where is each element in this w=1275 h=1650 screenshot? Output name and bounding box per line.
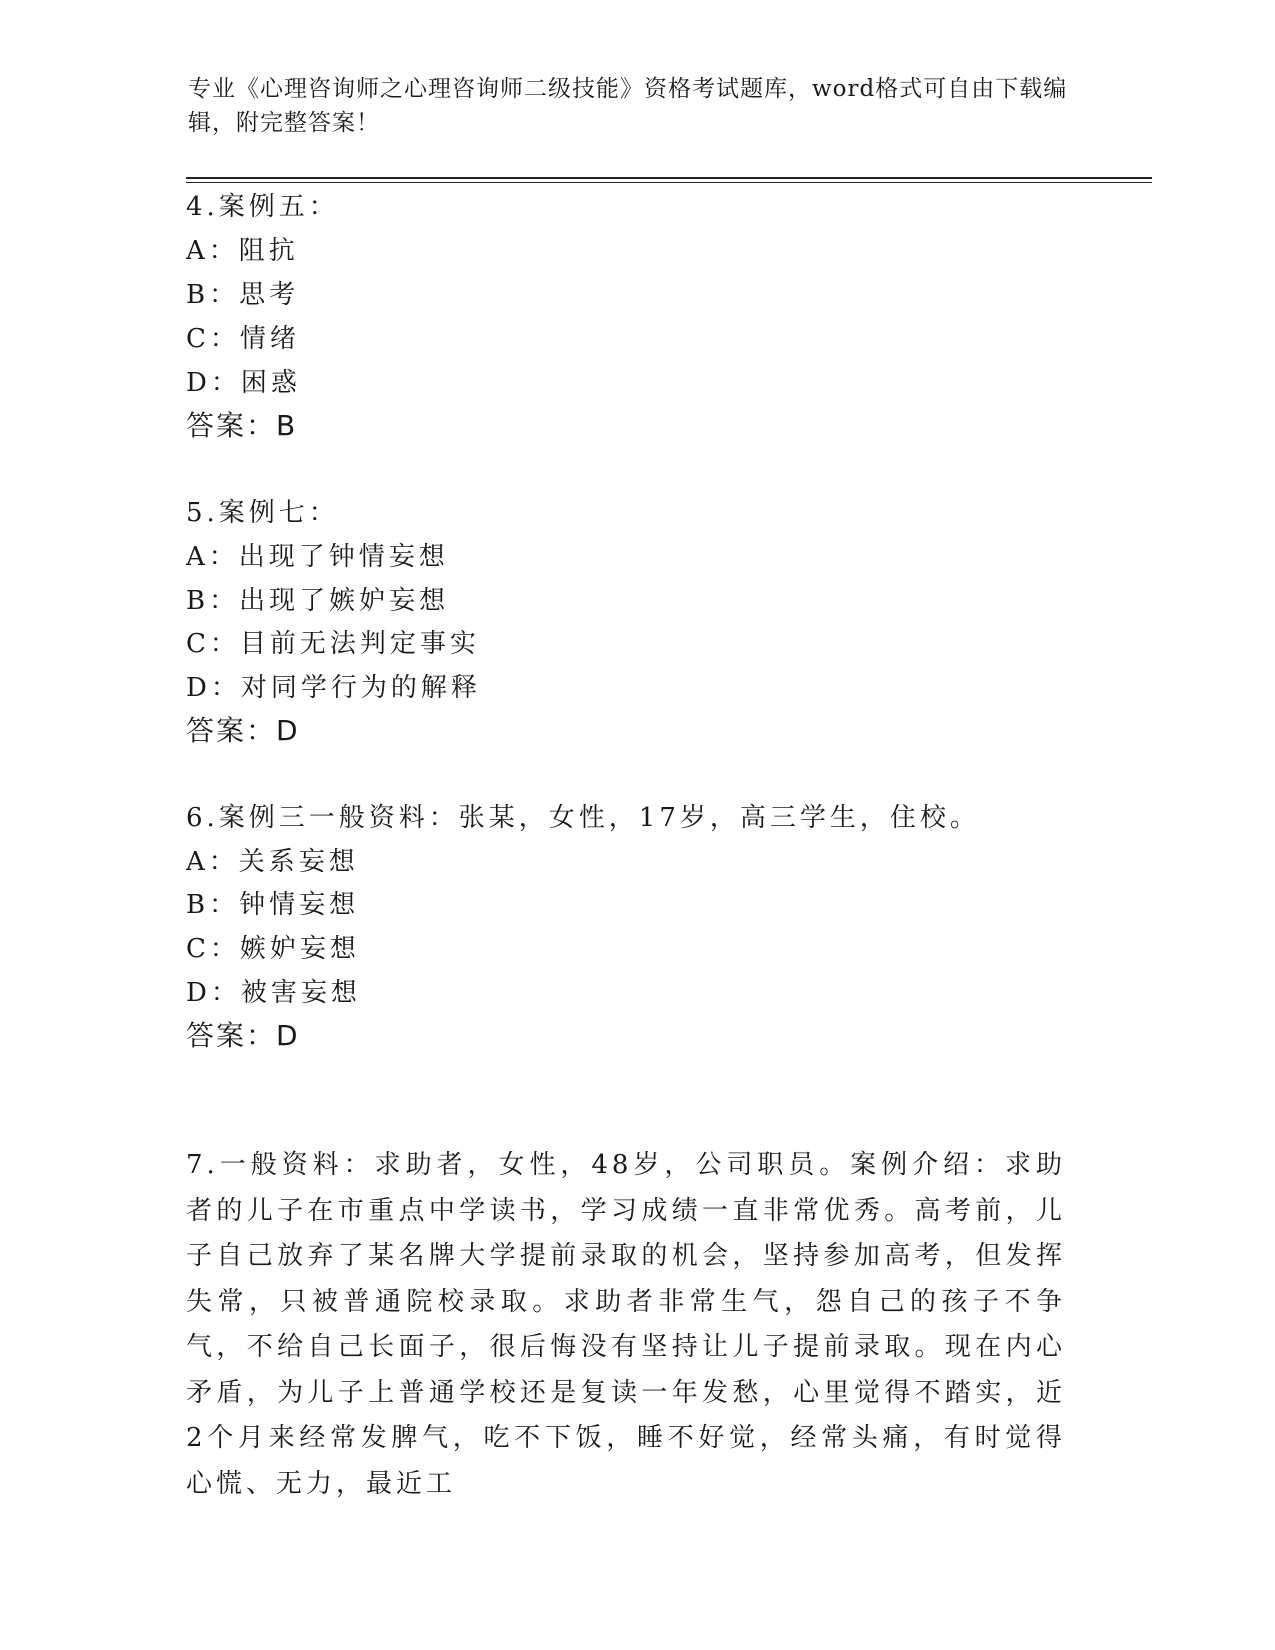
question-4-option-a: A：阻抗: [186, 236, 299, 266]
document-header: 专业《心理咨询师之心理咨询师二级技能》资格考试题库，word格式可自由下载编辑，附完整答案！: [188, 76, 1068, 136]
question-4-option-b: B：思考: [186, 280, 300, 310]
question-6-option-c: C：嫉妒妄想: [186, 934, 360, 964]
header-rule-thick: [186, 177, 1152, 179]
question-6-option-a: A：关系妄想: [186, 847, 359, 877]
question-6-option-d: D：被害妄想: [186, 978, 361, 1008]
question-4-stem: 4.案例五：: [186, 192, 339, 222]
question-5-option-c: C：目前无法判定事实: [186, 629, 480, 659]
question-5-option-d: D：对同学行为的解释: [186, 673, 481, 703]
question-5-option-a: A：出现了钟情妄想: [186, 542, 449, 572]
question-6-stem: 6.案例三一般资料：张某，女性，17岁，高三学生，住校。: [186, 803, 980, 833]
question-5-stem: 5.案例七：: [186, 498, 339, 528]
header-rule-thin: [186, 182, 1152, 183]
question-5-answer: 答案：D: [186, 714, 300, 747]
question-6-option-b: B：钟情妄想: [186, 890, 360, 920]
question-7-text: 7.一般资料：求助者，女性，48岁，公司职员。案例介绍：求助者的儿子在市重点中学读书，学习成绩一直非常优秀。高考前，儿子自己放弃了某名牌大学提前录取的机会，坚持参加高考，但发挥失常，只被普通院校录取。求助者非常生气，怨自己的孩子不争气，不给自己长面子，很后悔没有坚持让儿子提前录取。现在内心矛盾，为儿子上普通学校还是复读一年发愁，心里觉得不踏实，近2个月来经常发脾气，吃不下饭，睡不好觉，经常头痛，有时觉得心慌、无力，最近工: [186, 1150, 1066, 1499]
question-6-answer: 答案：D: [186, 1019, 300, 1052]
question-4-answer: 答案：B: [186, 409, 298, 442]
question-4-option-d: D：困惑: [186, 368, 301, 398]
question-4-option-c: C：情绪: [186, 324, 300, 354]
question-5-option-b: B：出现了嫉妒妄想: [186, 586, 450, 616]
